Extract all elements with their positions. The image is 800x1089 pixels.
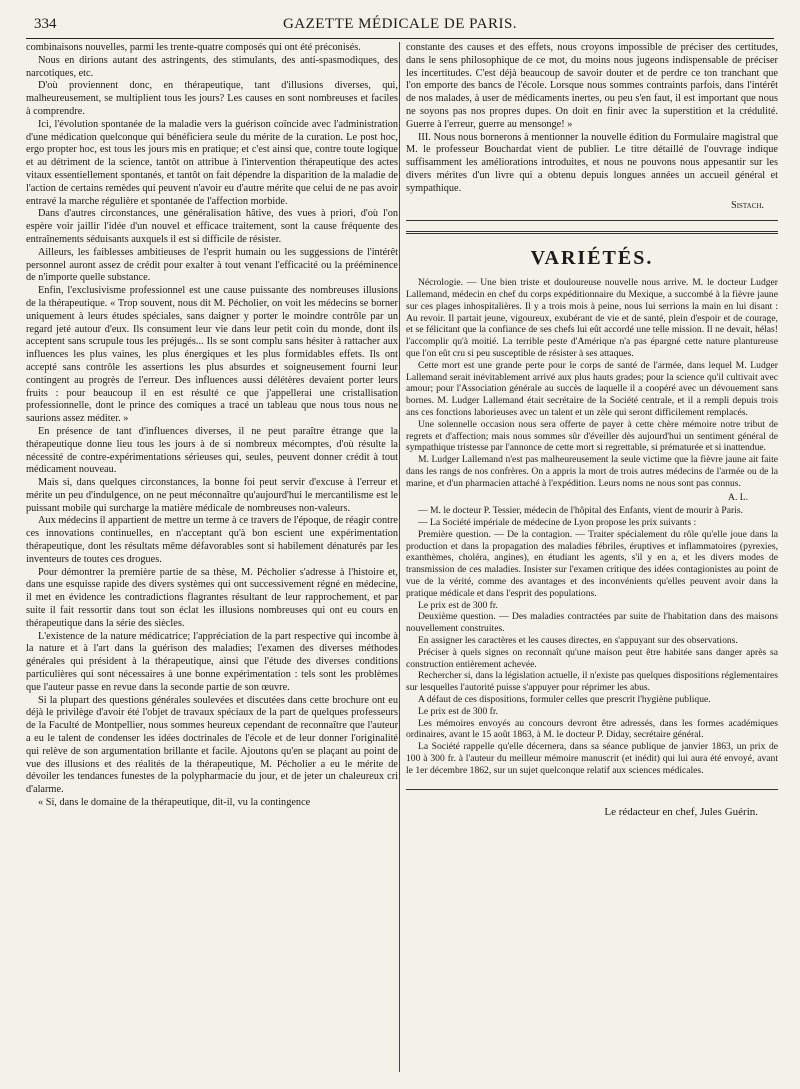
section-rule-top bbox=[406, 220, 778, 221]
section-rule-double bbox=[406, 231, 778, 234]
paragraph: Enfin, l'exclusivisme professionnel est une cause puissante des nombreuses illusions de la thérapeutique. « Trop souvent, nous dit M. Pécholier, on voit les médecins se borner uniquement à leurs études spéciales, sans daigner y porter le moindre contrôle par un regard jeté autour d'eux. Ils consument leur vie dans leur petit coin du monde, dont ils acceptent sans scrupule tous les préjugés... Ils se sont complu sans hésiter à rattacher aux influences les plus vaines, les plus énergiques et les plus formidables effets. Ils ont accepté sans contrôle les assertions les plus absurdes et soigneusement fourni leur contingent au progrès de l'erreur. Des influences aussi délétères devaient porter leurs fruits : pour beaucoup il en est résulté ce que j'appellerai une cristallisation professionnelle, dont le prince des comiques a tracé un tableau que nous tous nous ne saurions assez méditer. » bbox=[26, 285, 398, 425]
paragraph: — La Société impériale de médecine de Lyon propose les prix suivants : bbox=[418, 517, 697, 529]
column-divider bbox=[399, 42, 400, 1072]
paragraph: Ici, l'évolution spontanée de la maladie vers la guérison coïncide avec l'administration d'une médication quelconque qui bénéficiera seule du mérite de la curation. Le post hoc, ergo propter hoc, est tous les jours mis en pratique; et c'est ainsi que, contre toute logique et au détriment de la science, tantôt on attribue à l'intervention thérapeutique des actes vitaux essentiellement spontanés, et tantôt on fait dépendre la disparition de la maladie de l'action de certains remèdes qui peuvent n'avoir eu d'autre mérite que celui de ne pas avoir entravé la marche régulière et spontanée de l'affection morbide. bbox=[26, 118, 398, 207]
paragraph: Préciser à quels signes on reconnaît qu'une maison peut être habitée sans danger après sa construction entièrement achevée. bbox=[406, 646, 778, 670]
paragraph: La Société rappelle qu'elle décernera, dans sa séance publique de janvier 1863, un prix de 100 à 300 fr. à l'auteur du meilleur mémoire manuscrit (et inédit) qui lui aura été envoyé, avant le 1er décembre 1862, sur un sujet quelconque relatif aux sciences médicales. bbox=[406, 741, 778, 776]
paragraph: En présence de tant d'influences diverses, il ne peut paraître étrange que la thérapeutique donne lieu tous les jours à de si nombreux mécomptes, d'où résulte la nécessité de contre-expérimentations sérieuses qui, seules, peuvent donner crédit à tout médicament nouveau. bbox=[26, 425, 398, 476]
paragraph: Une solennelle occasion nous sera offerte de payer à cette chère mémoire notre tribut de regrets et d'affection; mais nous sommes sûr d'éveiller dès aujourd'hui un sentiment général de sympathique tristesse par l'annonce de cette mort si regrettable, si prématurée et si inattendue. bbox=[406, 418, 778, 454]
paragraph: Pour démontrer la première partie de sa thèse, M. Pécholier s'adresse à l'histoire et, dans une esquisse rapide des divers systèmes qui ont successivement régné en médecine, il met en évidence les contradictions flagrantes résultant de leur rapprochement, et par suite il fait ressortir dans tout son éclat les illusions nombreuses qui ont eu cours en thérapeutique dans la série des siècles. bbox=[26, 566, 398, 629]
editor-line: Le rédacteur en chef, Jules Guérin. bbox=[604, 805, 758, 818]
paragraph: Aux médecins il appartient de mettre un terme à ce travers de l'époque, de réagir contre ces innovations continuelles, en n'acceptant qu'à bon escient une expérimentation thérapeutique, dont les résultats même défavorables sont si habilement dénaturés par les inventeurs de toutes ces drogues. bbox=[26, 515, 398, 565]
paragraph: Ailleurs, les faiblesses ambitieuses de l'esprit humain ou les suggessions de l'intérêt personnel auront assez de crédit pour exalter à tout venant l'efficacité ou la prééminence de n'importe quelle substance. bbox=[26, 246, 398, 284]
paragraph: Nécrologie. — Une bien triste et douloureuse nouvelle nous arrive. M. le docteur Ludger Lallemand, médecin en chef du corps expéditionnaire du Mexique, a succombé à la fièvre jaune sur ces plages inhospitalières. Il y a trois mois à peine, nous lui serrions la main en lui disant : Au revoir. Il partait jeune, vigoureux, exubérant de vie et de santé, plein d'espoir et de courage, et se félicitant que la confiance de ses chefs lui eût accordé une telle mission. Il ne devait, hélas! l'accomplir qu'à moitié. La terrible peste d'Amérique n'a pas épargné cette nature plantureuse que l'on eût cru si peu susceptible de résister à ses attaques. bbox=[406, 277, 778, 359]
paragraph: constante des causes et des effets, nous croyons impossible de préciser des certitudes, dans le sens philosophique de ce mot, du moins nous jugeons indispensable de préciser les incertitudes. C'est déjà beaucoup de savoir douter et de perdre ce ton tranchant que l'on emporte des bancs de l'école. Lorsque nous sommes contraints parfois, dans l'intérêt de nos malades, à user de médicaments inertes, ou peu s'en faut, il est important que nous ne soyons pas nos propres dupes. On doit en finir avec la superstition et la crédulité. Guerre à l'erreur, guerre au mensonge! » bbox=[406, 42, 778, 130]
paragraph: Rechercher si, dans la législation actuelle, il n'existe pas quelques dispositions réglementaires sur lesquelles l'autorité puisse s'appuyer pour réprimer les abus. bbox=[406, 670, 778, 694]
paragraph: « Si, dans le domaine de la thérapeutique, dit-il, vu la contingence bbox=[38, 797, 311, 809]
paragraph: Mais si, dans quelques circonstances, la bonne foi peut servir d'excuse à l'erreur et mérite un peu d'indulgence, on ne peut méconnaître qu'aujourd'hui le mercantilisme est le puissant mobile qui surcharge la matière médicale de nombreuses non-valeurs. bbox=[26, 477, 398, 514]
news-block bbox=[406, 505, 778, 776]
page-number: 334 bbox=[34, 16, 57, 32]
obituary-signature: A. L. bbox=[728, 491, 748, 503]
paragraph: III. Nous nous bornerons à mentionner la nouvelle édition du Formulaire magistral que M. le professeur Bouchardat vient de publier. Le titre détaillé de l'ouvrage indique suffisamment les améliorations introduites, et nous ne pouvons nous appesantir sur les divers mérites d'un livre qui a obtenu depuis longues années un accueil général et sympathique. bbox=[406, 131, 778, 194]
author-signature: Sistach. bbox=[730, 199, 764, 211]
page-header bbox=[26, 14, 774, 39]
obituary-block bbox=[406, 277, 778, 489]
paragraph: Le prix est de 300 fr. bbox=[418, 705, 498, 717]
review-continuation bbox=[406, 42, 778, 196]
footer-rule bbox=[406, 789, 778, 790]
paragraph: A défaut de ces dispositions, formuler celles que prescrit l'hygiène publique. bbox=[418, 694, 711, 706]
paragraph: Dans d'autres circonstances, une généralisation hâtive, des vues à priori, d'où l'on espère voir jaillir l'idée d'un nouvel et efficace traitement, sont la cause fréquente des entraînements séduisants auxquels il est si difficile de résister. bbox=[26, 208, 398, 245]
paragraph: Première question. — De la contagion. — Traiter spécialement du rôle qu'elle joue dans la production et dans la propagation des maladies fébriles, éruptives et inflammatoires (pyrexies, exanthèmes, choléra, angines), en étudiant les agents, s'il y en a, et les divers modes de transmission de ces maladies. Insister sur l'examen critique des idées contagionistes au point de vue de la vérité, comme des avantages et des inconvénients qu'elles peuvent avoir dans la pratique médicale et dans l'esprit des populations. bbox=[406, 528, 778, 599]
section-title: VARIÉTÉS. bbox=[530, 247, 654, 270]
paragraph: Les mémoires envoyés au concours devront être adressés, dans les formes académiques ordinaires, avant le 15 août 1863, à M. le docteur P. Diday, secrétaire général. bbox=[406, 717, 778, 741]
paragraph: Cette mort est une grande perte pour le corps de santé de l'armée, dans lequel M. Ludger Lallemand serait inévitablement arrivé aux plus hauts grades; pour la science qu'il cultivait avec amour; pour l'Association générale au succès de laquelle il a coopéré avec un dévouement sans bornes. M. Ludger Lallemand était secrétaire de la Société centrale, et il a rempli depuis trois ans ces fonctions laborieuses avec un talent et un zèle qui seront difficilement remplacés. bbox=[406, 359, 778, 418]
paragraph: — M. le docteur P. Tessier, médecin de l'hôpital des Enfants, vient de mourir à Paris. bbox=[418, 505, 744, 517]
paragraph: L'existence de la nature médicatrice; l'appréciation de la part respective qui incombe à la nature et à l'art dans la guérison des maladies; l'examen des diverses méthodes générales qui président à la thérapeutique, ainsi que l'étude des diverses conditions particulières qui sont nécessaires à une bonne expérimentation : tels sont les problèmes que l'auteur passe en revue dans la seconde partie de son œuvre. bbox=[26, 630, 398, 693]
journal-title: GAZETTE MÉDICALE DE PARIS. bbox=[282, 16, 518, 32]
paragraph: Si la plupart des questions générales soulevées et discutées dans cette brochure ont eu déjà le privilège d'avoir été l'objet de travaux spéciaux de la part de quelques professeurs de la Faculté de Montpellier, nous sommes heureux cependant de reconnaître que l'auteur a eu le talent de condenser les idées doctrinales de l'école et de leur donner l'originalité qui relève de son argumentation brillante et facile. Ajoutons qu'en se plaçant au point de vue des illusions et des réalités de la thérapeutique, M. Pécholier a eu le mérite de dévoiler les tendances funestes de la polypharmacie du jour, et de jeter un chaleureux cri d'alarme. bbox=[26, 694, 398, 796]
paragraph: M. Ludger Lallemand n'est pas malheureusement la seule victime que la fièvre jaune ait faite dans les rangs de nos confrères. On a appris la mort de trois autres médecins de l'armée ou de la marine, et d'un pharmacien attaché à l'expédition. Leurs noms ne nous sont pas connus. bbox=[406, 454, 778, 489]
paragraph: combinaisons nouvelles, parmi les trente-quatre composés qui ont été préconisés. bbox=[26, 42, 361, 53]
paragraph: Le prix est de 300 fr. bbox=[418, 599, 498, 611]
paragraph: D'où proviennent donc, en thérapeutique, tant d'illusions diverses, qui, malheureusement, se multiplient tous les jours? Les causes en sont nombreuses et faciles à comprendre. bbox=[26, 80, 398, 117]
paragraph: Deuxième question. — Des maladies contractées par suite de l'habitation dans des maisons nouvellement construites. bbox=[406, 611, 778, 635]
right-column bbox=[406, 42, 778, 818]
left-column bbox=[26, 42, 398, 810]
paragraph: En assigner les caractères et les causes directes, en s'appuyant sur des observations. bbox=[418, 635, 738, 647]
paragraph: Nous en dirions autant des astringents, des stimulants, des anti-spasmodiques, des narcotiques, etc. bbox=[26, 54, 398, 79]
